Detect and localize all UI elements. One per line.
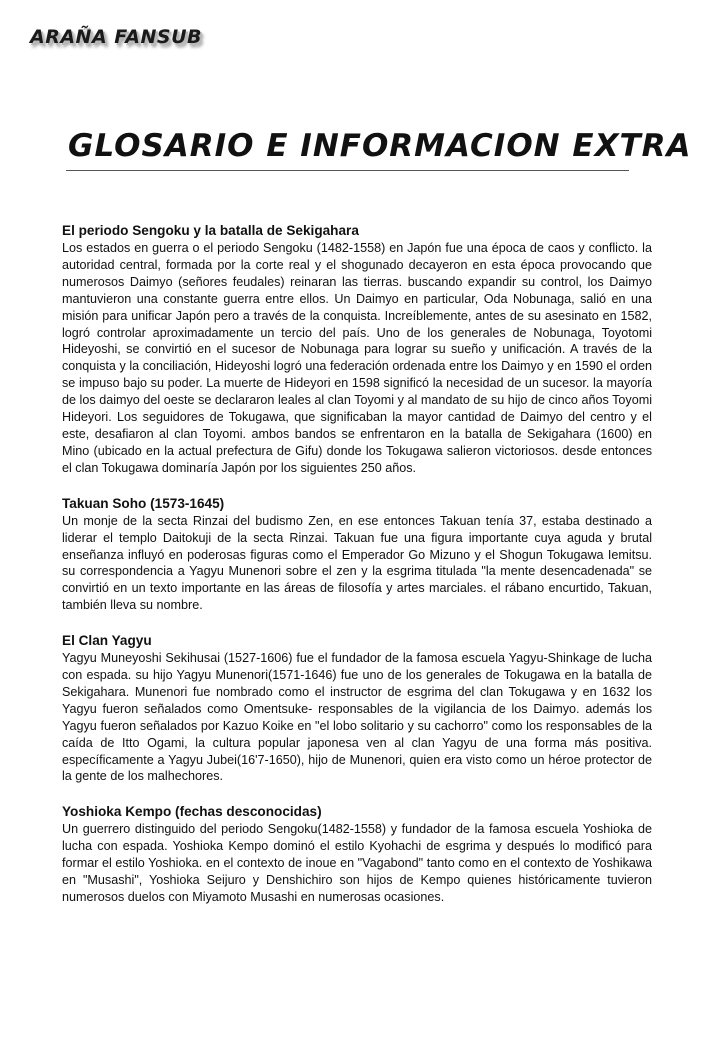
section-body: Un guerrero distinguido del periodo Sengoku(1482-1558) y fundador de la famosa escuela Yoshioka de lucha con espada. Yoshioka Kempo dominó el estilo Kyohachi de esgrima y después lo modificó para formar el estilo Yoshioka. en el contexto de inoue en "Vagabond" tanto como en el contexto de Yoshikawa en "Musashi", Yoshioka Seijuro y Denshichiro son hijos de Kempo quienes históricamente tuvieron numerosos duelos con Miyamoto Musashi en numerosas ocasiones. (62, 822, 652, 904)
title-underline (66, 170, 629, 171)
section-body: Yagyu Muneyoshi Sekihusai (1527-1606) fue el fundador de la famosa escuela Yagyu-Shinkage de lucha con espada. su hijo Yagyu Munenori(1571-1646) fue uno de los generales de Tokugawa en la batalla de Sekigahara. Munenori fue nombrado como el instructor de esgrima del clan Tokugawa y en 1632 los Yagyu fueron señalados como Omentsuke- responsables de la vigilancia de los Daimyo. además los Yagyu fueron señalados por Kazuo Koike en "el lobo solitario y su cachorro" como los responsables de la caída de Itto Ogami, la cultura popular japonesa ven al clan Yagyu de una forma más positiva. específicamente a Yagyu Jubei(16'7-1650), hijo de Munenori, quien era visto como un héroe protector de la gente de los malhechores. (62, 651, 652, 784)
section-body: Un monje de la secta Rinzai del budismo Zen, en ese entonces Takuan tenía 37, estaba destinado a liderar el templo Daitokuji de la secta Rinzai. Takuan fue una figura importante cuya aguda y brutal enseñanza influyó en poderosas figuras como el Emperador Go Mizuno y el Shogun Tokugawa Iemitsu. su correspondencia a Yagyu Munenori sobre el zen y la esgrima titulada "la mente desencadenada" se convirtió en un texto importante en las áreas de filosofía y artes marciales. el rábano encurtido, Takuan, también lleva su nombre. (62, 513, 652, 613)
section-heading: Yoshioka Kempo (fechas desconocidas) (62, 804, 322, 820)
section-takuan (62, 495, 652, 614)
section-sengoku (62, 222, 652, 477)
section-yagyu (62, 632, 652, 785)
section-heading: Takuan Soho (1573-1645) (62, 495, 225, 511)
glossary-content (62, 222, 652, 924)
page-title: GLOSARIO E INFORMACION EXTRA (68, 128, 692, 164)
fansub-logo: ARAÑA FANSUB (30, 26, 202, 48)
section-heading: El periodo Sengoku y la batalla de Sekigahara (62, 223, 359, 238)
section-body: Los estados en guerra o el periodo Sengoku (1482-1558) en Japón fue una época de caos y conflicto. la autoridad central, formada por la corte real y el shogunado decayeron en esta época provocando que numerosos Daimyo (señores feudales) reinaran las tierras. buscando expandir su control, los Daimyo mantuvieron una constante guerra entre ellos. Un Daimyo en particular, Oda Nobunaga, salió en una misión para unificar Japón pero a través de la conquista. Increíblemente, antes de su asesinato en 1582, logró controlar aproximadamente un tercio del país. Uno de los generales de Nobunaga, Toyotomi Hideyoshi, se convirtió en el sucesor de Nobunaga para lograr su sueño y unificación. A través de la conquista y la conciliación, Hideyoshi logró una federación ordenada entre los Daimyo y en 1590 el orden se impuso bajo su poder. La muerte de Hideyori en 1598 significó la necesidad de un sucesor. la mayoría de los daimyo del oeste se declararon leales al clan Toyomi y al mandato de su hijo de cinco años Toyomi Hideyori. Los seguidores de Tokugawa, que significaban la mayor cantidad de Daimyo del centro y el este, desafiaron al clan Toyomi. ambos bandos se enfrentaron en la batalla de Sekigahara (1600) en Mino (ubicado en la actual prefectura de Gifu) donde los Tokugawa salieron victoriosos. desde entonces el clan Tokugawa dominaría Japón por los siguientes 250 años. (62, 241, 652, 475)
section-yoshioka (62, 803, 652, 906)
section-heading: El Clan Yagyu (62, 633, 152, 649)
